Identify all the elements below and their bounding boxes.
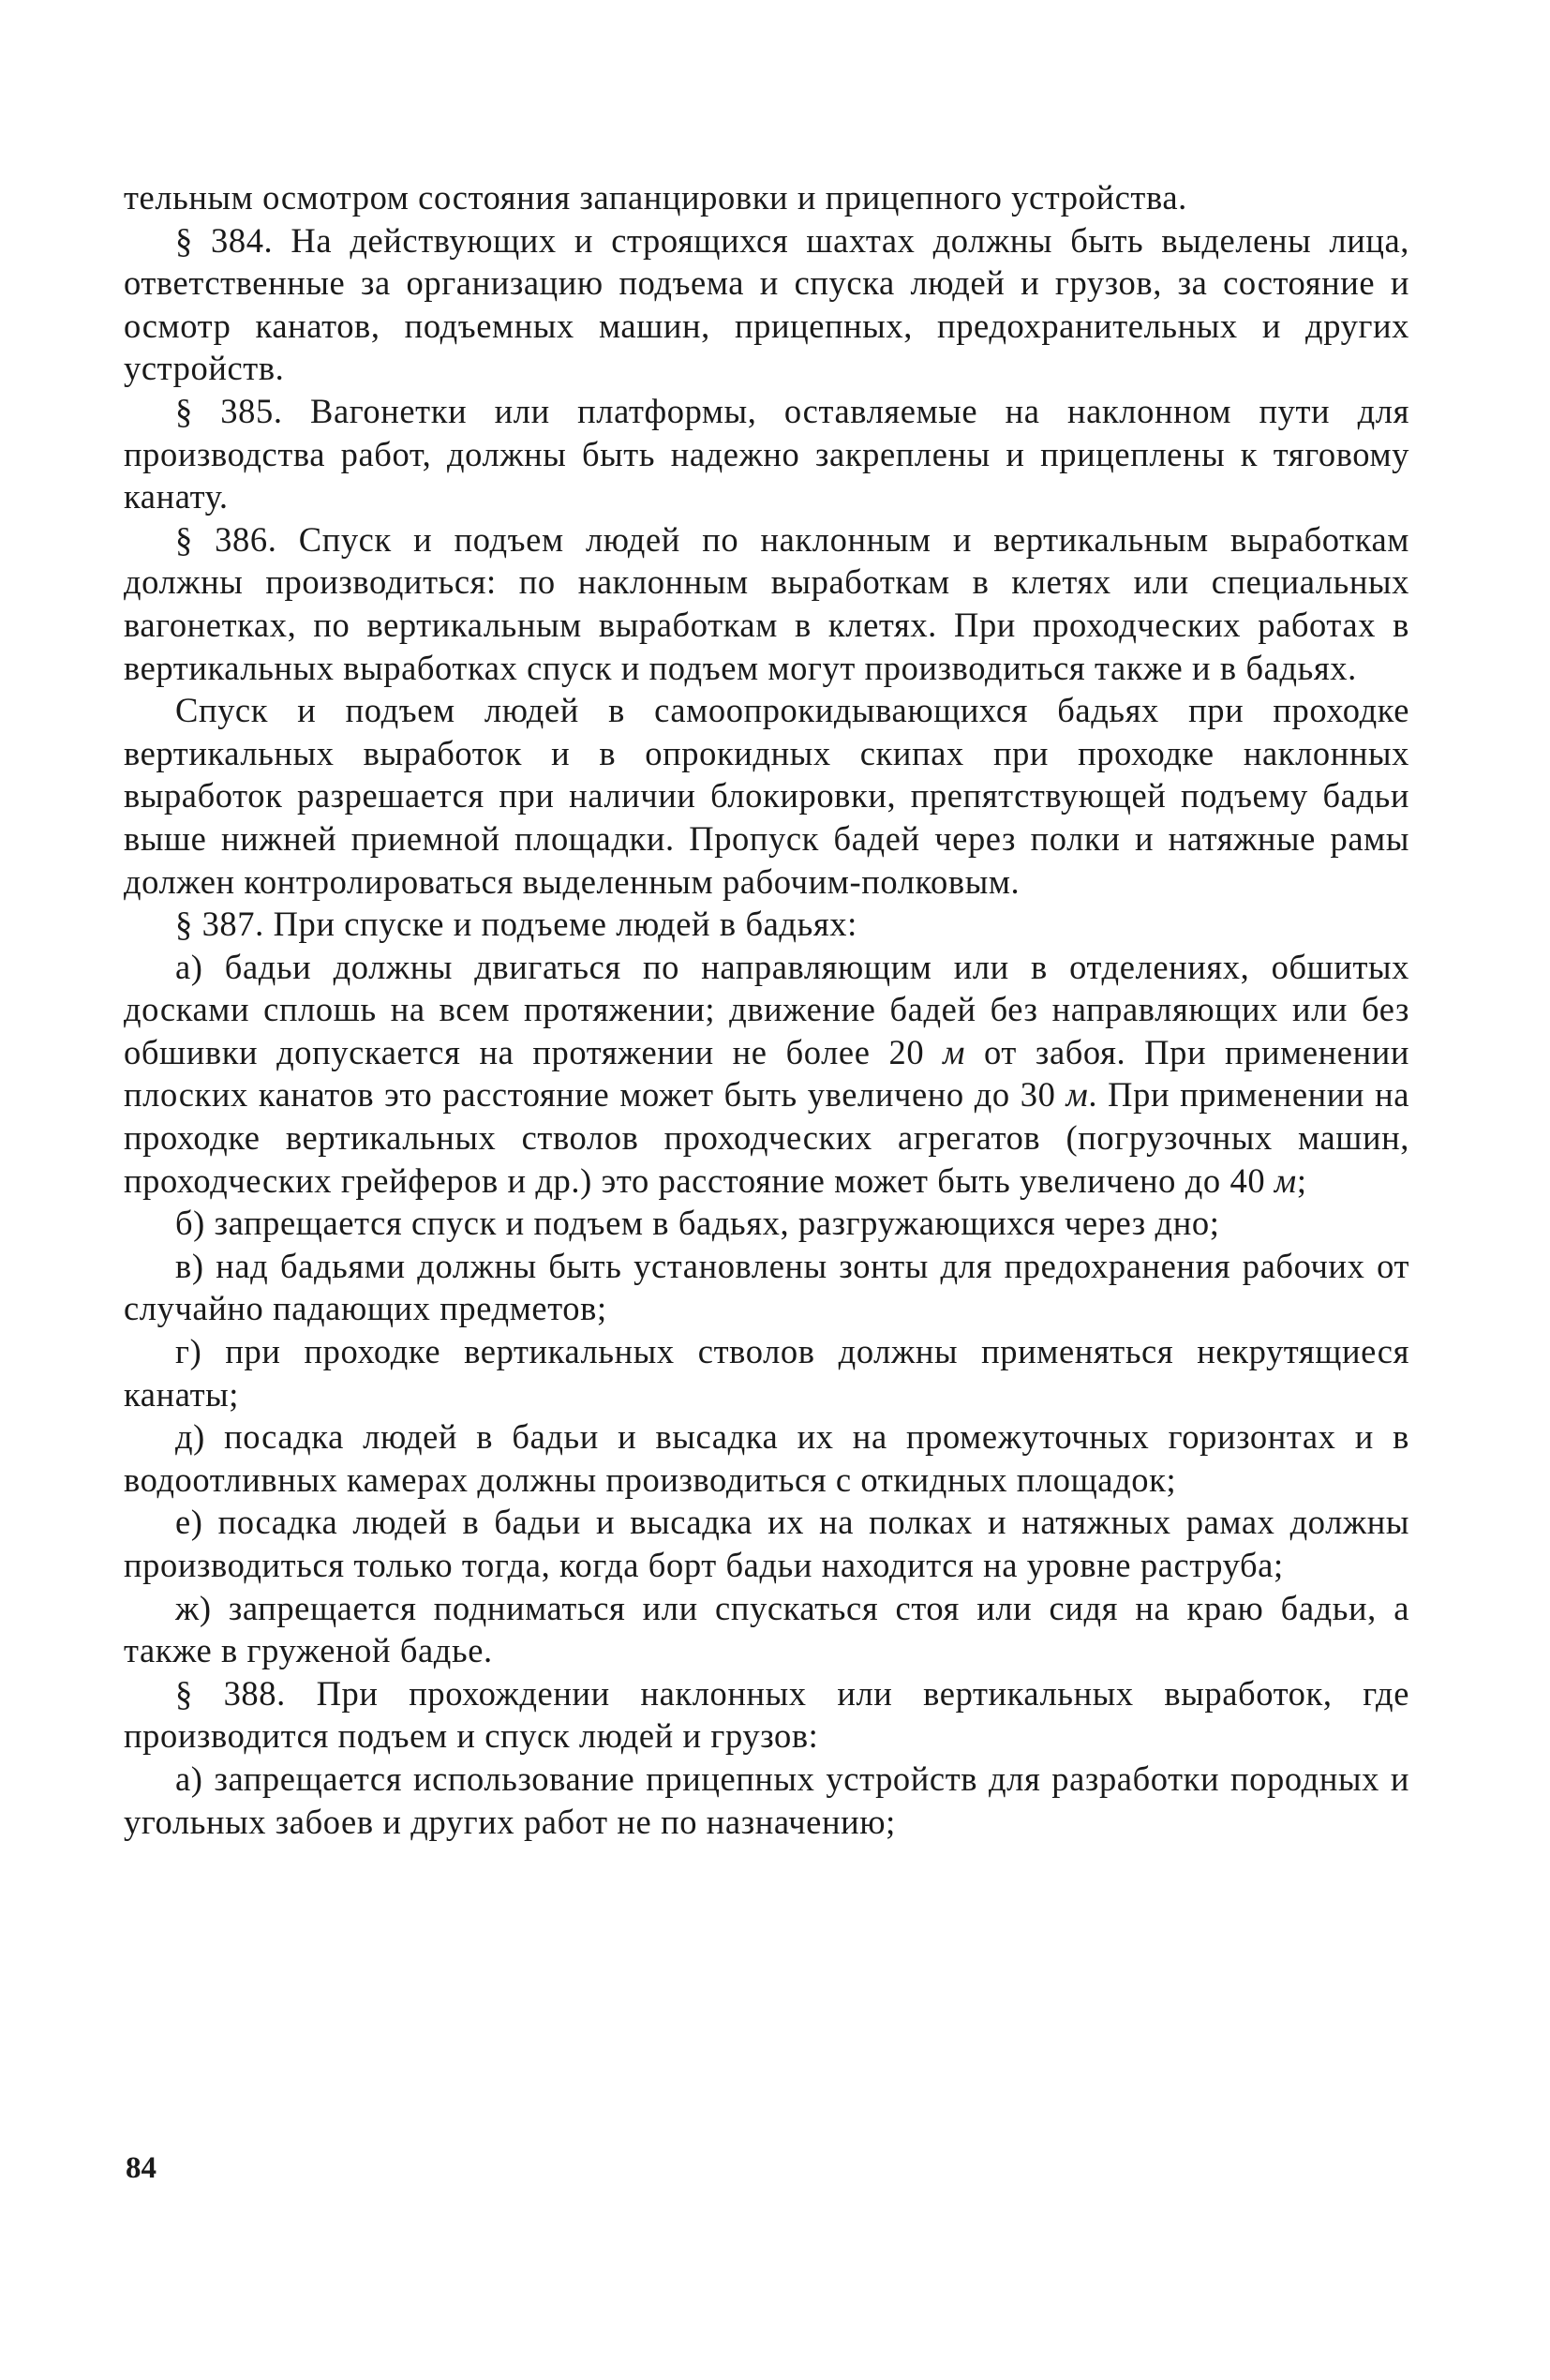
unit-meter: м [1066, 1075, 1089, 1115]
section-387: § 387. При спуске и подъеме людей в бадьях: [175, 905, 857, 944]
unit-meter: м [1274, 1160, 1297, 1200]
section-387-item-e: е) посадка людей в бадьи и высадка их на полках и натяжных рамах должны производиться только тогда, когда борт бадьи находится на уровне раструба; [124, 1503, 1409, 1584]
section-386-paragraph-2: Спуск и подъем людей в самоопрокидывающихся бадьях при проходке вертикальных выработок и в опрокидных скипах при проходке наклонных выработок разрешается при наличии блокировки, препятствующей подъему бадьи выше нижней приемной площадки. Пропуск бадей через полки и натяжные рамы должен контролироваться выделенным рабочим-полковым. [124, 691, 1409, 901]
page-number: 84 [126, 2151, 156, 2185]
section-388: § 388. При прохождении наклонных или вертикальных выработок, где производится подъем и спуск людей и грузов: [124, 1673, 1409, 1756]
section-388-item-a: а) запрещается использование прицепных устройств для разработки породных и угольных забоев и других работ не по назначению; [124, 1759, 1409, 1841]
page-body [124, 176, 1409, 1843]
section-387-item-zh: ж) запрещается подниматься или спускаться стоя или сидя на краю бадьи, а также в груженой бадье. [124, 1588, 1409, 1670]
section-385: § 385. Вагонетки или платформы, оставляемые на наклонном пути для производства работ, должны быть надежно закреплены и прицеплены к тяговому канату. [124, 391, 1409, 516]
section-387-item-d: д) посадка людей в бадьи и высадка их на промежуточных горизонтах и в водоотливных камерах должны производиться с откидных площадок; [124, 1417, 1409, 1499]
item-a-text-3: . При применении на проходке вертикальных стволов проходческих агрегатов (погрузочных машин, проходческих грейферов и др.) это расстояние может быть увеличено до 40 [124, 1075, 1409, 1200]
section-387-item-g: г) при проходке вертикальных стволов должны применяться некрутящиеся канаты; [124, 1332, 1409, 1414]
section-384: § 384. На действующих и строящихся шахтах должны быть выделены лица, ответственные за организацию подъема и спуска людей и грузов, за состояние и осмотр канатов, подъемных машин, прицепных, предохранительных и других устройств. [124, 220, 1409, 388]
section-387-item-b: б) запрещается спуск и подъем в бадьях, разгружающихся через дно; [175, 1204, 1220, 1243]
section-387-item-v: в) над бадьями должны быть установлены зонты для предохранения рабочих от случайно падающих предметов; [124, 1246, 1409, 1328]
unit-meter: м [943, 1032, 966, 1071]
item-a-text-1: а) бадьи должны двигаться по направляющим или в отделениях, обшитых досками сплошь на всем протяжении; движение бадей без направляющих или без обшивки допускается на протяжении не более 20 [124, 947, 1409, 1071]
section-386: § 386. Спуск и подъем людей по наклонным и вертикальным выработкам должны производиться: по наклонным выработкам в клетях или специальных вагонетках, по вертикальным выработкам в клетях. При проходческих работах в вертикальных выработках спуск и подъем могут производиться также и в бадьях. [124, 519, 1409, 687]
section-387-item-a [124, 946, 1409, 1203]
paragraph-continuation: тельным осмотром состояния запанцировки и прицепного устройства. [124, 178, 1187, 217]
item-a-text-4: ; [1296, 1160, 1307, 1200]
item-a-text-2: от забоя. При применении плоских канатов это расстояние может быть увеличено до 30 [124, 1032, 1410, 1115]
